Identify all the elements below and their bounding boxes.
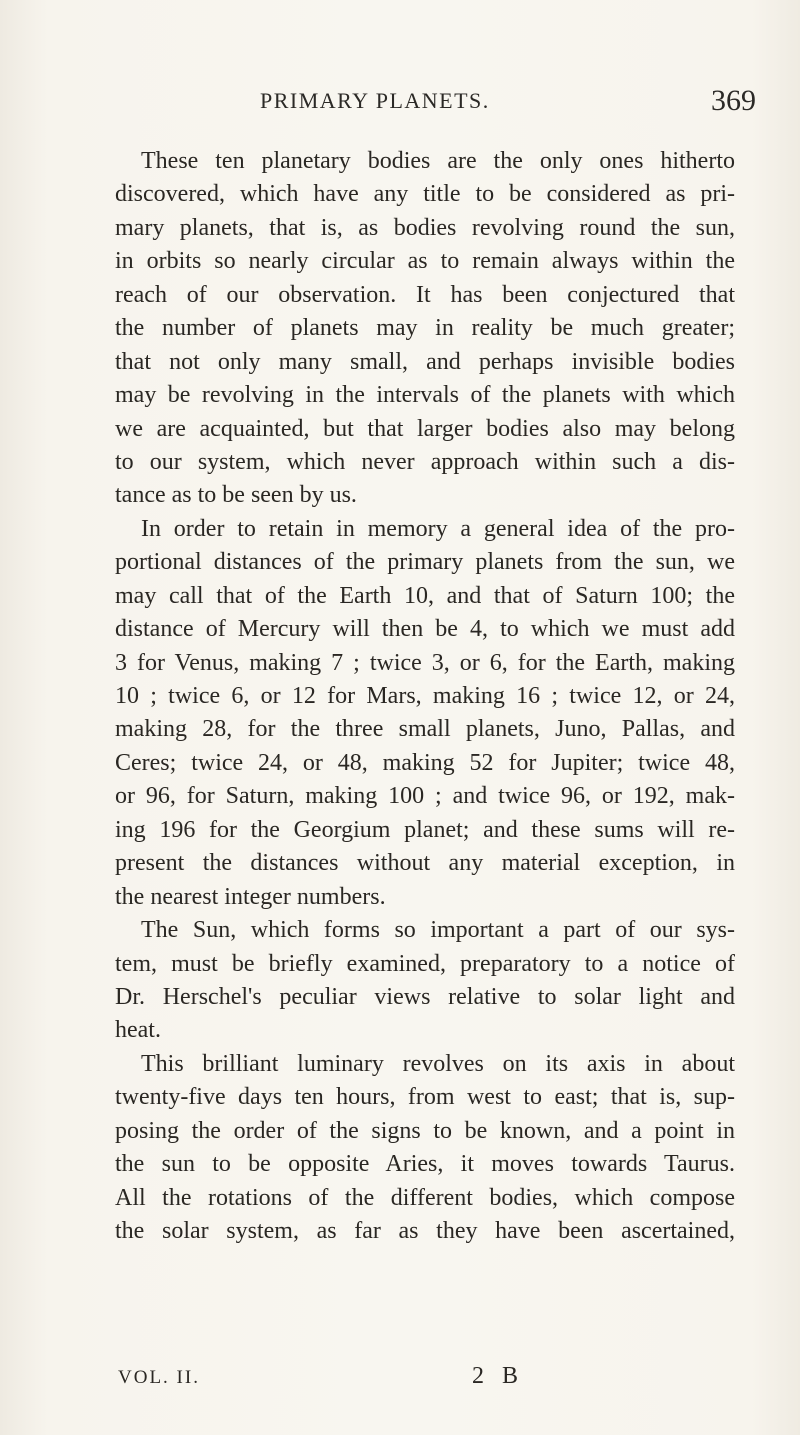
- text-line: or 96, for Saturn, making 100 ; and twice 96, or 192, mak-: [115, 783, 735, 810]
- text-line: that not only many small, and perhaps invisible bodies: [115, 348, 735, 375]
- text-line: tance as to be seen by us.: [115, 482, 357, 509]
- page-number: 369: [711, 84, 756, 117]
- text-line: we are acquainted, but that larger bodies also may belong: [115, 415, 735, 442]
- text-line: distance of Mercury will then be 4, to which we must add: [115, 616, 735, 643]
- text-line: the solar system, as far as they have been ascertained,: [115, 1218, 735, 1244]
- text-line: to our system, which never approach within such a dis-: [115, 448, 735, 475]
- text-line: heat.: [115, 1017, 161, 1044]
- text-line: posing the order of the signs to be known, and a point in: [115, 1117, 735, 1144]
- text-line: ing 196 for the Georgium planet; and these sums will re-: [115, 816, 735, 843]
- text-line: This brilliant luminary revolves on its axis in about: [141, 1050, 735, 1077]
- text-line: in orbits so nearly circular as to remain always within the: [115, 248, 735, 275]
- signature-mark: 2 B: [472, 1363, 525, 1389]
- text-line: reach of our observation. It has been conjectured that: [115, 281, 735, 308]
- text-line: 3 for Venus, making 7 ; twice 3, or 6, for the Earth, making: [115, 649, 735, 676]
- text-line: the nearest integer numbers.: [115, 883, 386, 910]
- text-line: the number of planets may in reality be much greater;: [115, 315, 735, 342]
- text-line: These ten planetary bodies are the only ones hitherto: [141, 148, 735, 174]
- text-line: In order to retain in memory a general idea of the pro-: [141, 515, 735, 542]
- text-line: mary planets, that is, as bodies revolving round the sun,: [115, 214, 735, 241]
- running-title: PRIMARY PLANETS.: [260, 88, 490, 113]
- text-line: may be revolving in the intervals of the planets with which: [115, 382, 735, 409]
- text-line: twenty-five days ten hours, from west to east; that is, sup-: [115, 1084, 735, 1111]
- text-line: tem, must be briefly examined, preparatory to a notice of: [115, 950, 735, 977]
- text-line: discovered, which have any title to be considered as pri-: [115, 181, 735, 208]
- body-text: [115, 145, 735, 1248]
- volume-label: VOL. II.: [118, 1367, 200, 1388]
- text-line: the sun to be opposite Aries, it moves towards Taurus.: [115, 1151, 735, 1178]
- text-line: Ceres; twice 24, or 48, making 52 for Jupiter; twice 48,: [115, 749, 735, 776]
- page-footer: [115, 1363, 595, 1397]
- text-line: Dr. Herschel's peculiar views relative to solar light and: [115, 983, 735, 1010]
- text-line: present the distances without any material exception, in: [115, 850, 735, 877]
- text-line: The Sun, which forms so important a part of our sys-: [141, 917, 735, 944]
- text-line: 10 ; twice 6, or 12 for Mars, making 16 ; twice 12, or 24,: [115, 683, 735, 709]
- text-line: may call that of the Earth 10, and that of Saturn 100; the: [115, 582, 735, 609]
- text-line: portional distances of the primary planets from the sun, we: [115, 549, 735, 576]
- running-head: [88, 84, 756, 128]
- text-line: making 28, for the three small planets, Juno, Pallas, and: [115, 716, 735, 743]
- text-line: All the rotations of the different bodies, which compose: [115, 1184, 735, 1211]
